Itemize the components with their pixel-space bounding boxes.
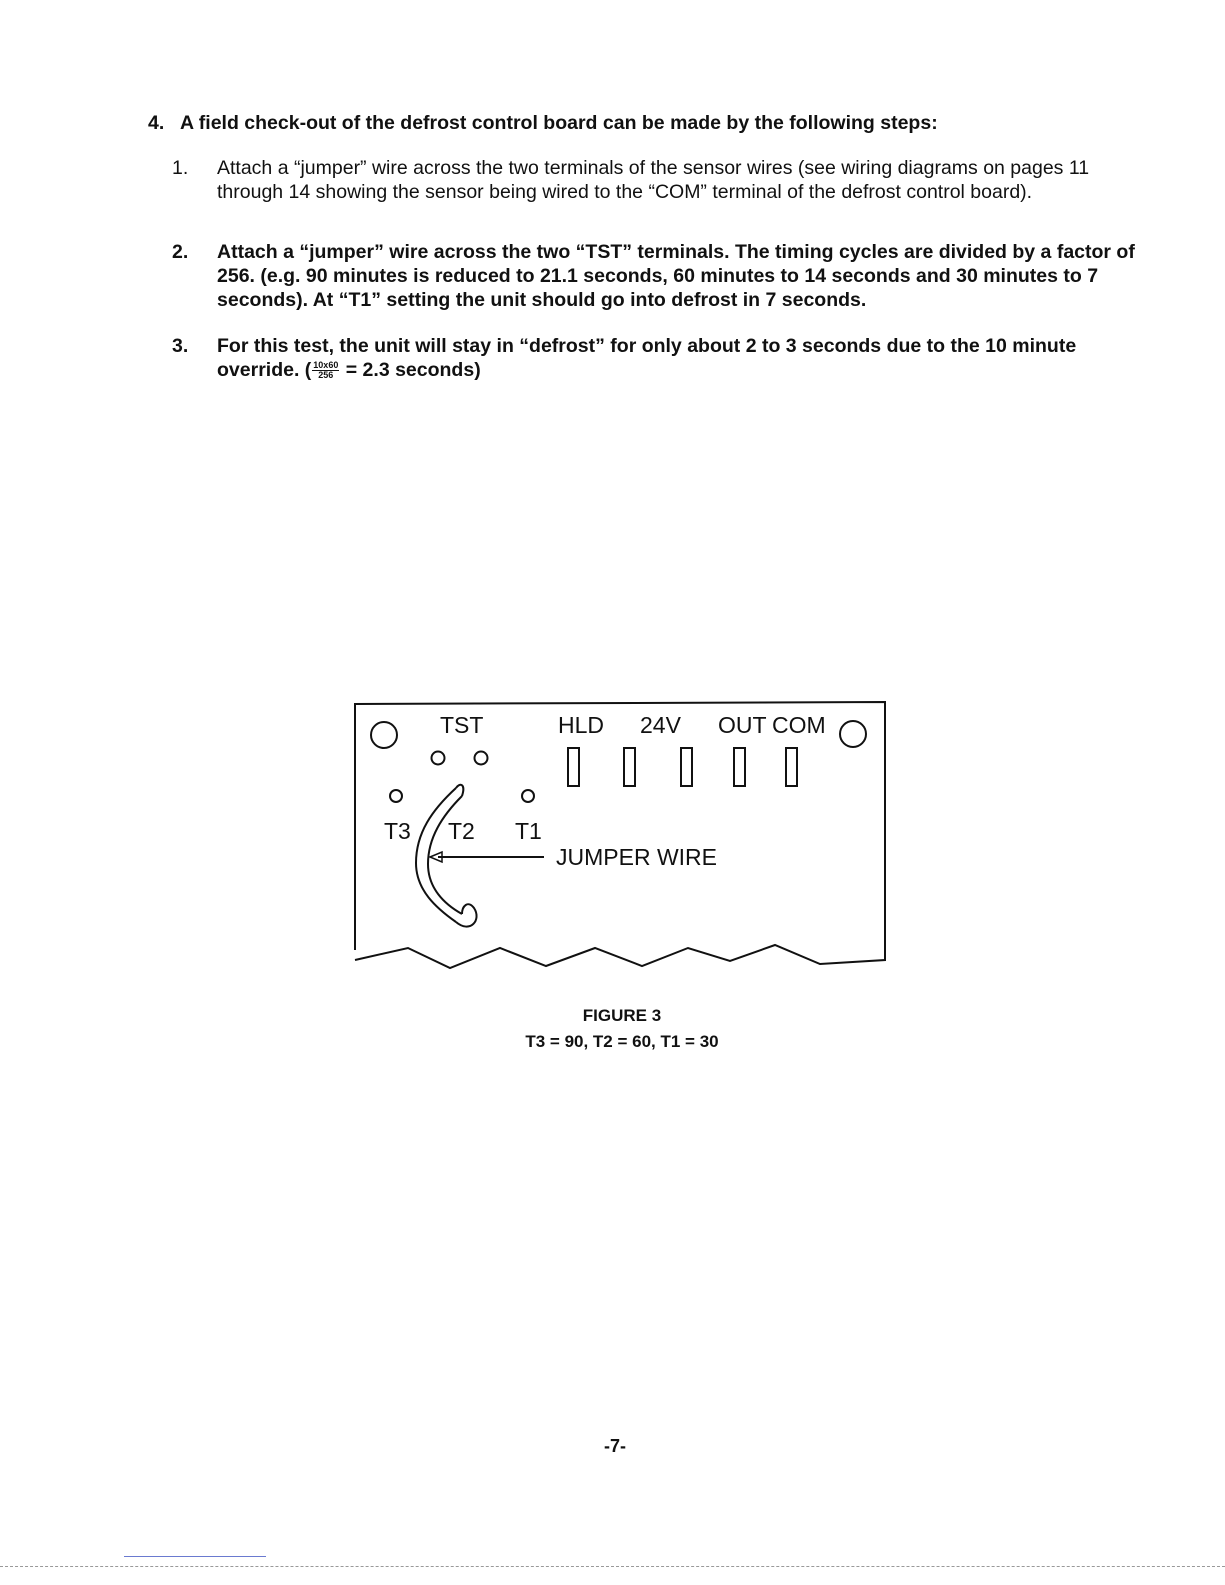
terminal-3 [681,748,692,786]
tst-pin-1 [432,752,445,765]
page-number: -7- [604,1436,626,1456]
com-label: COM [772,712,826,738]
t2-label: T2 [448,818,475,844]
figure-caption-values: T3 = 90, T2 = 60, T1 = 30 [525,1032,719,1051]
tst-pin-2 [475,752,488,765]
step-1 [172,156,1137,204]
bottom-link-underline [124,1556,266,1557]
out-terminal [734,748,745,786]
jumper-wire-top [456,785,463,796]
t3-label: T3 [384,818,411,844]
24v-label: 24V [640,712,681,738]
step-text [217,334,1137,382]
section-heading-text: A field check-out of the defrost control board can be made by the following steps: [180,112,938,134]
step-text-before: For this test, the unit will stay in “defrost” for only about 2 to 3 seconds due to the 10 minute override. ( [217,335,1077,381]
step-text: Attach a “jumper” wire across the two terminals of the sensor wires (see wiring diagrams on pages 11 through 14 showing the sensor being wired to the “COM” terminal of the defrost control board). [217,157,1090,203]
fraction [312,361,339,380]
figure-caption-title: FIGURE 3 [582,1006,662,1025]
hld-terminal [568,748,579,786]
mounting-hole-left [371,722,397,748]
com-terminal [786,748,797,786]
step-2 [172,240,1137,312]
step-number: 2. [172,241,189,263]
step-number: 3. [172,335,189,357]
tst-label: TST [440,712,484,738]
t1-label: T1 [515,818,542,844]
bottom-page-rule [0,1566,1225,1568]
fraction-numerator: 10x60 [313,360,339,371]
defrost-board-figure [350,698,890,973]
t3-pin [390,790,402,802]
section-number: 4. [148,112,165,134]
step-text-after: = 2.3 seconds) [340,359,481,381]
out-label: OUT [718,712,767,738]
jumper-wire-end [456,904,477,926]
step-text: Attach a “jumper” wire across the two “TST” terminals. The timing cycles are divided by a factor of 256. (e.g. 90 minutes is reduced to 21.1 seconds, 60 minutes to 14 seconds and 30 minutes to 7 seconds). At “T1” setting the unit should go into defrost in 7 seconds. [217,241,1135,311]
section-heading [148,110,1148,136]
t1-pin [522,790,534,802]
hld-label: HLD [558,712,605,738]
step-3 [172,334,1137,382]
step-number: 1. [172,157,189,179]
fraction-denominator: 256 [318,370,334,381]
jumper-wire-label: JUMPER WIRE [556,844,717,870]
mounting-hole-right [840,721,866,747]
terminal-2 [624,748,635,786]
board-drawing [350,698,890,973]
